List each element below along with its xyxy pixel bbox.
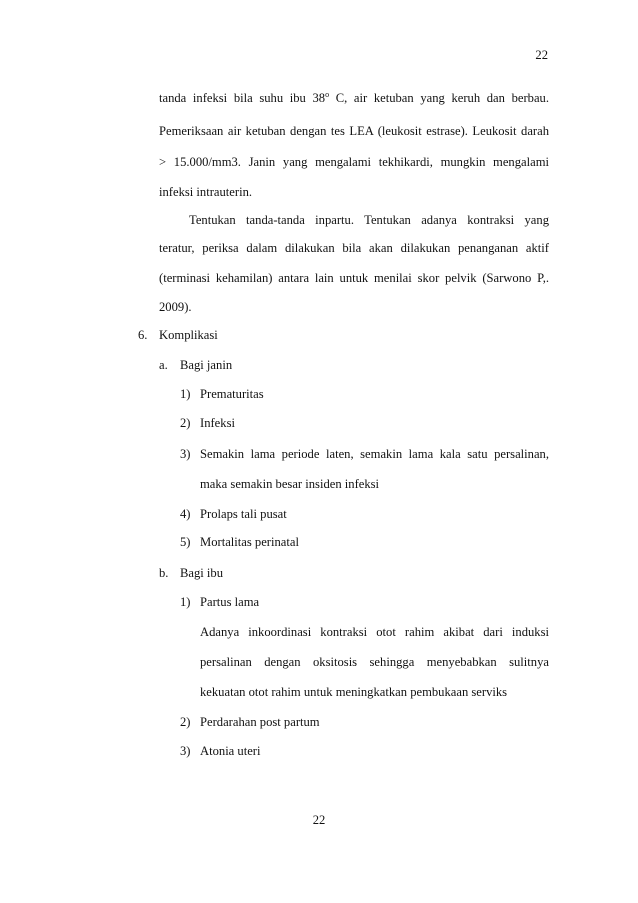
sub-b-marker: b.	[159, 566, 169, 580]
section-number: 6.	[138, 328, 148, 342]
list-item: Prolaps tali pusat	[200, 507, 287, 521]
intro-line-2: Pemeriksaan air ketuban dengan tes LEA (leukosit estrase). Leukosit darah	[159, 124, 549, 138]
list-marker: 4)	[180, 507, 191, 521]
page-number-top: 22	[535, 48, 548, 62]
paragraph-2-line-2: teratur, periksa dalam dilakukan bila akan dilakukan penanganan aktif	[159, 241, 549, 255]
intro-line-1-text: tanda infeksi bila suhu ibu 38	[159, 91, 326, 105]
list-item: Infeksi	[200, 416, 235, 430]
paragraph-2-line-4: 2009).	[159, 300, 192, 314]
list-marker: 2)	[180, 715, 191, 729]
list-item-description: persalinan dengan oksitosis sehingga menyebabkan sulitnya	[200, 655, 549, 669]
list-item: Partus lama	[200, 595, 260, 609]
intro-line-3: > 15.000/mm3. Janin yang mengalami tekhikardi, mungkin mengalami	[159, 155, 549, 169]
intro-line-1	[159, 90, 549, 106]
list-marker: 5)	[180, 535, 191, 549]
sub-b-title: Bagi ibu	[180, 566, 224, 580]
list-marker: 3)	[180, 447, 191, 461]
page-number-bottom: 22	[312, 813, 326, 827]
list-item: Atonia uteri	[200, 744, 261, 758]
intro-line-4: infeksi intrauterin.	[159, 185, 253, 199]
sub-a-title: Bagi janin	[180, 358, 233, 372]
intro-line-1-end: C, air ketuban yang keruh dan berbau.	[329, 91, 549, 105]
section-title: Komplikasi	[159, 328, 218, 342]
list-marker: 2)	[180, 416, 191, 430]
list-item-continuation: maka semakin besar insiden infeksi	[200, 477, 380, 491]
list-marker: 1)	[180, 387, 191, 401]
list-marker: 3)	[180, 744, 191, 758]
sub-a-marker: a.	[159, 358, 168, 372]
list-item: Prematuritas	[200, 387, 264, 401]
list-item: Semakin lama periode laten, semakin lama kala satu persalinan,	[200, 447, 549, 461]
list-item: Perdarahan post partum	[200, 715, 320, 729]
degree-superscript: o	[325, 90, 330, 99]
list-marker: 1)	[180, 595, 191, 609]
list-item-description: kekuatan otot rahim untuk meningkatkan pembukaan serviks	[200, 685, 508, 699]
paragraph-2-line-1: Tentukan tanda-tanda inpartu. Tentukan adanya kontraksi yang	[189, 213, 549, 227]
list-item: Mortalitas perinatal	[200, 535, 299, 549]
paragraph-2-line-3: (terminasi kehamilan) antara lain untuk menilai skor pelvik (Sarwono P,.	[159, 271, 549, 285]
list-item-description: Adanya inkoordinasi kontraksi otot rahim akibat dari induksi	[200, 625, 549, 639]
